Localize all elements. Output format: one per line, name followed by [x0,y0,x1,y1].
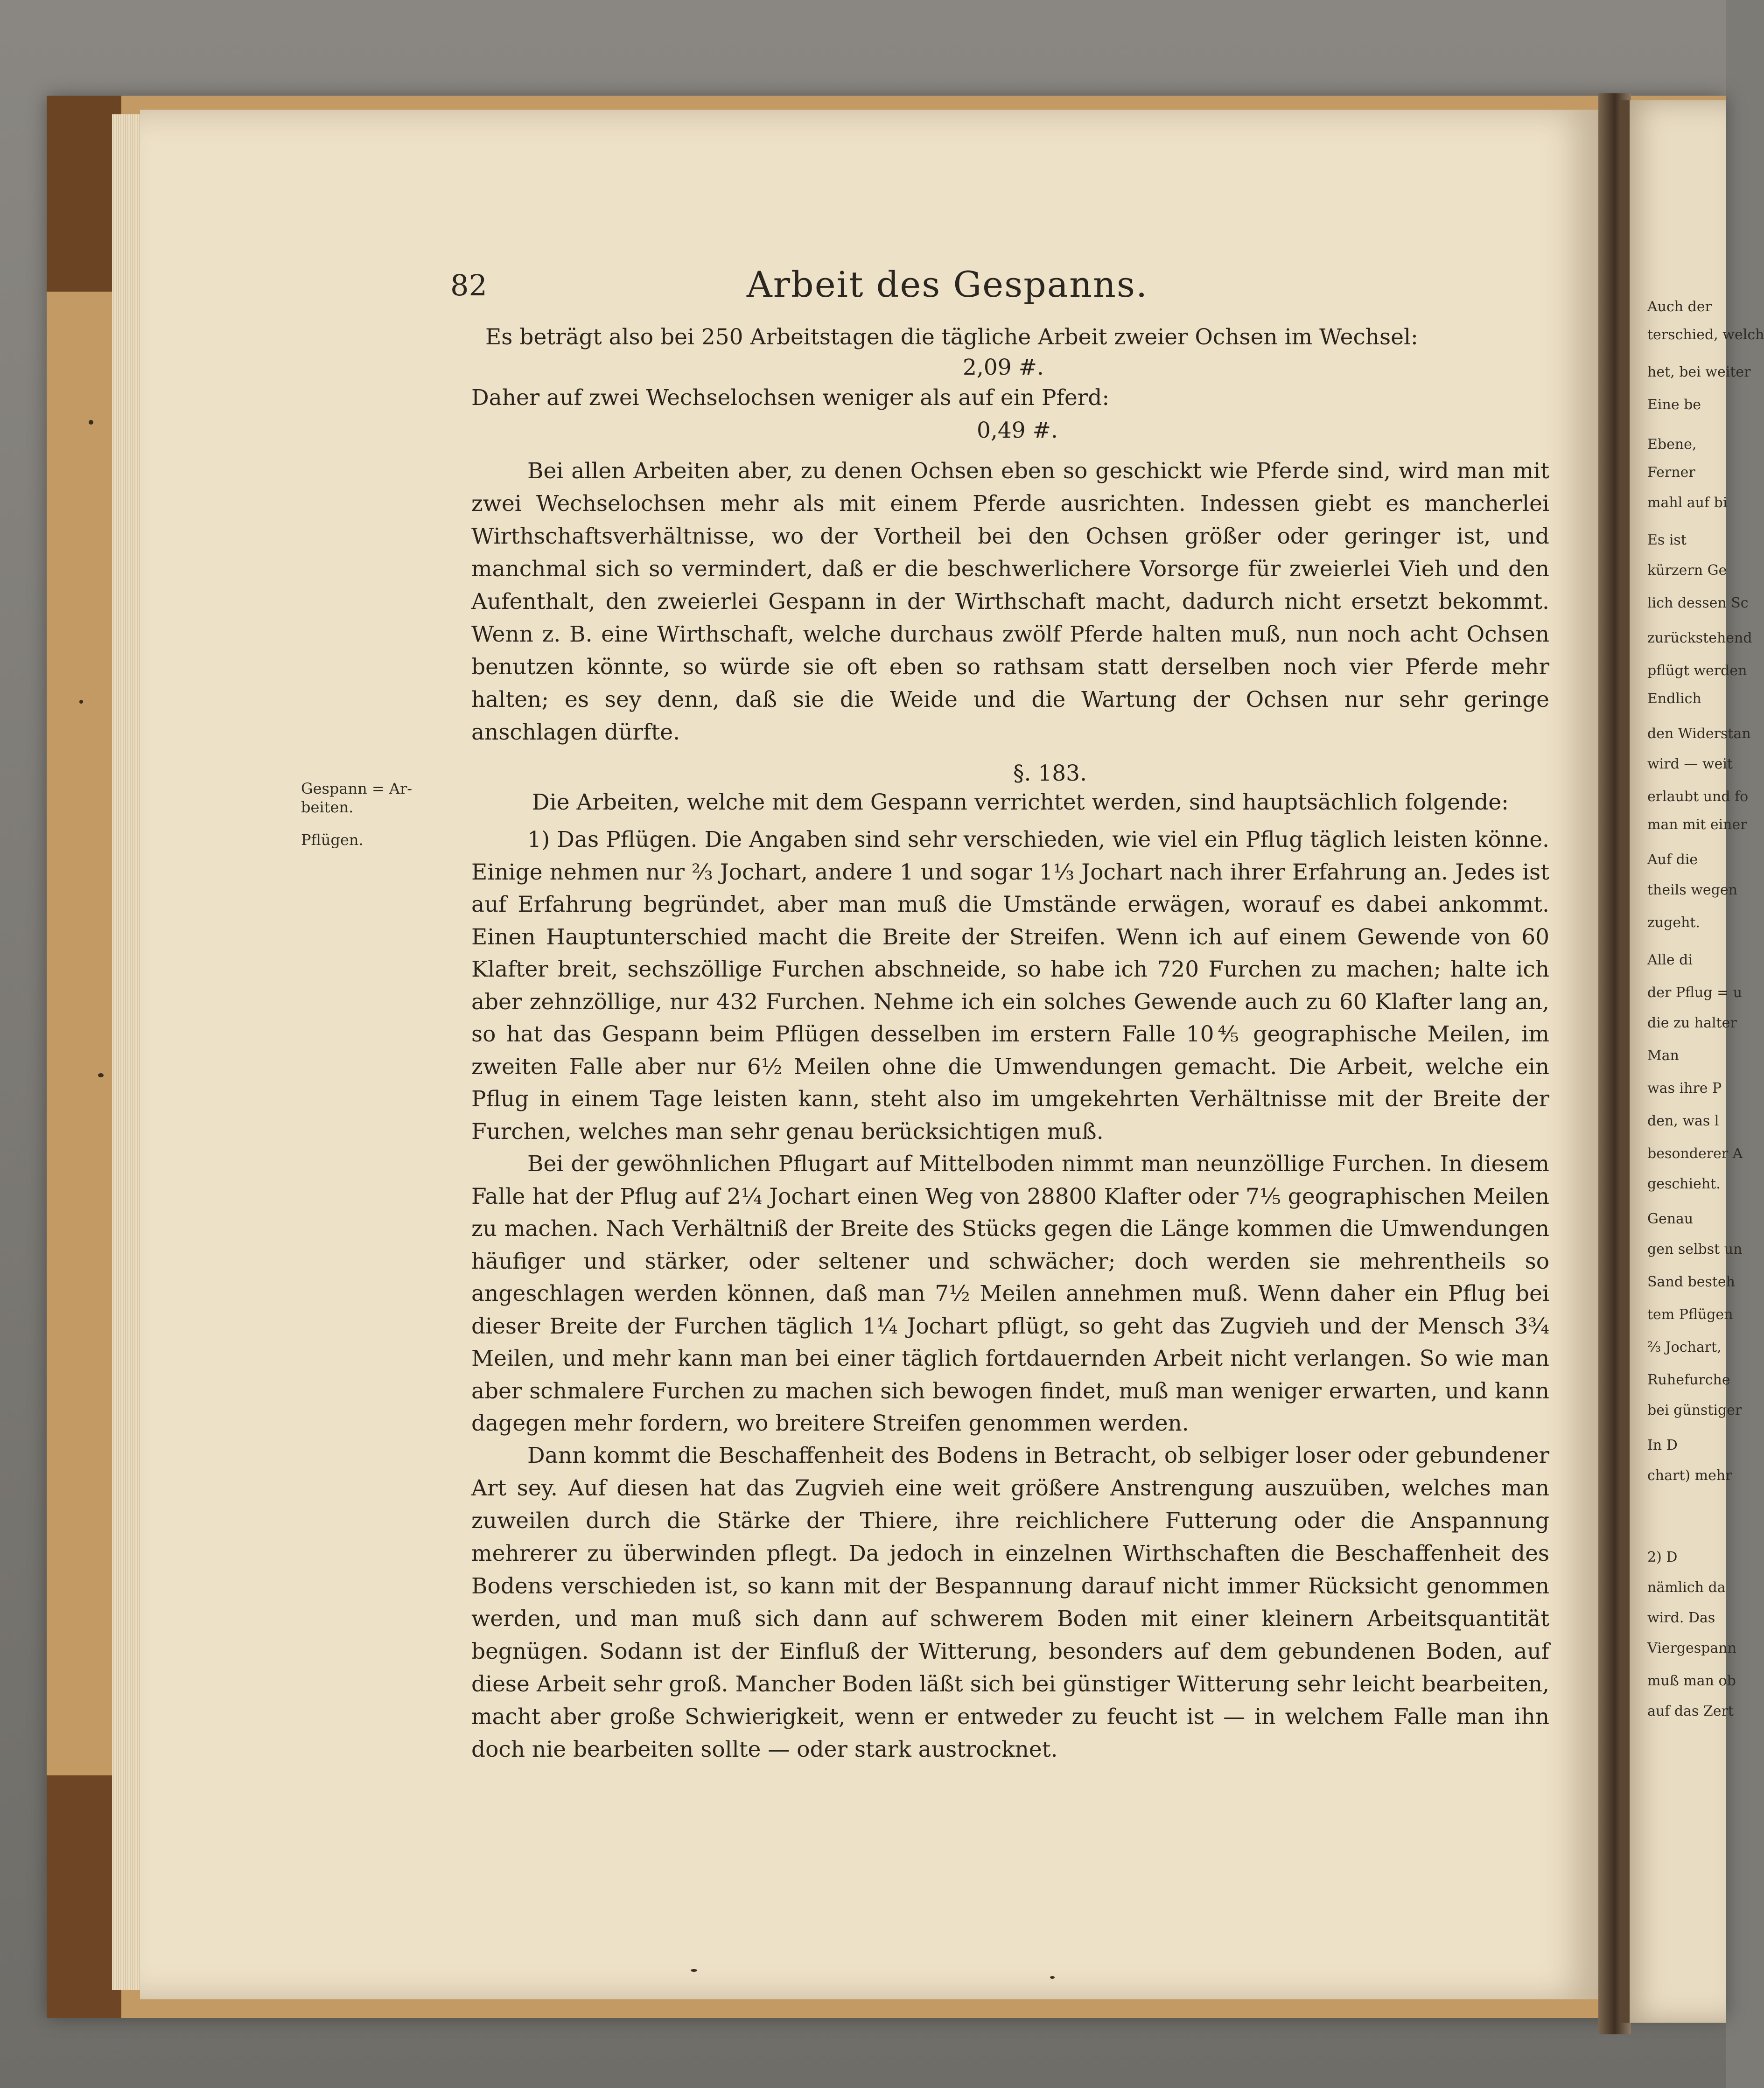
right-fragment: Endlich [1647,691,1701,707]
right-fragment: zurückstehend [1647,630,1752,646]
right-fragment: den, was l [1647,1113,1719,1129]
right-fragment: Auf die [1647,852,1698,868]
intro-value-1: 2,09 #. [963,355,1044,380]
right-fragment: Eine be [1647,397,1701,413]
right-fragment: den Widerstan [1647,726,1751,742]
section-paragraph-furrows: Bei der gewöhnlichen Pflugart auf Mittelboden nimmt man neunzöllige Furchen. In diesem Falle hat der Pflug auf 2¼ Jochart einen Weg von 28800 Klafter oder 7⅕ geographischen Meilen zu machen. Nach Verhältniß der Breite des Stücks gegen die Länge kommen die Umwendungen häufiger und stärker, oder seltener und schwächer; doch werden sie mehrentheils so angeschlagen werden können, daß man 7½ Meilen annehmen muß. Wenn daher ein Pflug bei dieser Breite der Furchen täglich 1¼ Jochart pflügt, so geht das Zugvieh und der Mensch 3¾ Meilen, und mehr kann man bei einer täglich fortdauernden Arbeit nicht verlangen. So wie man aber schmalere Furchen zu machen sich bewogen findet, muß man weniger erwarten, und kann dagegen mehr fordern, wo breitere Streifen genommen werden. [471,1151,1549,1436]
paper-speck [1050,1976,1055,1979]
right-fragment: wird — weit [1647,756,1733,772]
right-fragment: Sand besteh [1647,1274,1735,1290]
right-fragment: terschied, welch [1647,327,1764,343]
right-fragment: was ihre P [1647,1080,1722,1096]
right-fragment: kürzern Ge [1647,562,1727,579]
right-fragment: Ebene, [1647,436,1697,453]
right-fragment: Ruhefurche [1647,1372,1730,1388]
right-fragment: Auch der [1647,299,1712,315]
paper-speck [79,700,83,704]
margin-note-3: Pflügen. [301,831,364,849]
intro-line-1: Es beträgt also bei 250 Arbeitstagen die tägliche Arbeit zweier Ochsen im Wechsel: [485,324,1418,350]
paper-speck [691,1969,697,1972]
right-fragment: lich dessen Sc [1647,595,1749,611]
section-heading: §. 183. [1013,761,1087,786]
right-fragment: bei günstiger [1647,1402,1742,1418]
right-fragment: theils wegen [1647,882,1737,898]
right-fragment: zugeht. [1647,915,1700,931]
right-fragment: der Pflug = u [1647,985,1743,1001]
right-fragment: Viergespann [1647,1640,1736,1656]
right-fragment: nämlich da [1647,1579,1726,1596]
intro-value-2: 0,49 #. [977,418,1058,443]
right-fragment: auf das Zert [1647,1703,1734,1719]
right-fragment: Genau [1647,1211,1694,1227]
right-fragment: In D [1647,1437,1678,1453]
right-fragment: 2) D [1647,1549,1678,1565]
margin-note-1: Gespann = Ar- [301,780,413,797]
right-fragment: geschieht. [1647,1176,1721,1192]
right-fragment: die zu halter [1647,1015,1737,1031]
right-fragment: gen selbst un [1647,1241,1743,1257]
section-paragraph-soil: Dann kommt die Beschaffenheit des Bodens in Betracht, ob selbiger loser oder gebundener Art sey. Auf diesen hat das Zugvieh eine weit größere Anstrengung auszuüben, welches man zuweilen durch die Stärke der Thiere, ihre reichlichere Futterung oder die Anspannung mehrerer zu überwinden pflegt. Da jedoch in einzelnen Wirthschaften die Beschaffenheit des Bodens verschieden ist, so kann mit der Bespannung darauf nicht immer Rücksicht genommen werden, und man muß sich dann auf schwerem Boden mit einer kleinern Arbeitsquantität begnügen. Sodann ist der Einfluß der Witterung, besonders auf dem gebundenen Boden, auf diese Arbeit sehr groß. Mancher Boden läßt sich bei günstiger Witterung sehr leicht bearbeiten, macht aber große Schwierigkeit, wenn er entweder zu feucht ist — in welchem Falle man ihn doch nie bearbeiten sollte — oder stark austrocknet. [471,1443,1549,1762]
right-fragment: erlaubt und fo [1647,789,1749,805]
right-page-edge [1619,100,1630,2023]
cover-leather-corner-top [47,96,121,292]
right-fragment: Ferner [1647,464,1695,481]
right-fragment: mahl auf bi [1647,495,1728,511]
intro-paragraph: Bei allen Arbeiten aber, zu denen Ochsen eben so geschickt wie Pferde sind, wird man mit zwei Wechselochsen mehr als mit einem Pferde ausrichten. Indessen giebt es mancherlei Wirthschaftsverhältnisse, wo der Vortheil bei den Ochsen größer oder geringer ist, und manchmal sich so vermindert, daß er die beschwerlichere Vorsorge für zweierlei Vieh und den Aufenthalt, den zweierlei Gespann in der Wirthschaft macht, dadurch nicht ersetzt bekommt. Wenn z. B. eine Wirthschaft, welche durchaus zwölf Pferde halten muß, nun noch acht Ochsen benutzen könnte, so würde sie oft eben so rathsam statt derselben noch vier Pferde mehr halten; es sey denn, daß sie die Weide und die Wartung der Ochsen nur sehr geringe anschlagen dürfte. [471,458,1549,745]
right-fragment: pflügt werden [1647,663,1747,679]
paper-speck [89,420,93,425]
section-paragraph-ploughing: 1) Das Pflügen. Die Angaben sind sehr verschieden, wie viel ein Pflug täglich leisten könne. Einige nehmen nur ⅔ Jochart, andere 1 und sogar 1⅓ Jochart nach ihrer Erfahrung an. Jedes ist auf Erfahrung begründet, aber man muß die Umstände erwägen, worauf es dabei ankommt. Einen Hauptunterschied macht die Breite der Streifen. Wenn ich auf einem Gewende von 60 Klafter breit, sechszöllige Furchen abschneide, so habe ich 720 Furchen zu machen; halte ich aber zehnzöllige, nur 432 Furchen. Nehme ich ein solches Gewende auch zu 60 Klafter lang an, so hat das Gespann beim Pflügen desselben im erstern Falle 10⅘ geographische Meilen, im zweiten Falle aber nur 6½ Meilen ohne die Umwendungen gemacht. Die Arbeit, welche ein Pflug in einem Tage leisten kann, steht also im umgekehrten Verhältnisse mit der Breite der Furchen, welches man sehr genau berücksichtigen muß. [471,827,1549,1145]
right-fragment: muß man ob [1647,1673,1736,1689]
right-fragment: ⅔ Jochart, [1647,1339,1722,1355]
right-fragment: chart) mehr [1647,1467,1732,1484]
page-number: 82 [450,268,487,302]
right-fragment: Alle di [1647,952,1693,968]
right-fragment: tem Pflügen [1647,1306,1733,1323]
cover-leather-corner-bottom [47,1775,121,2018]
running-title: Arbeit des Gespanns. [746,264,1148,305]
section-lead: Die Arbeiten, welche mit dem Gespann verrichtet werden, sind hauptsächlich folgende: [532,789,1509,815]
right-fragment: besonderer A [1647,1145,1743,1162]
right-fragment: Man [1647,1047,1679,1064]
margin-note-2: beiten. [301,798,354,816]
right-fragment: het, bei weiter [1647,364,1751,380]
right-fragment: wird. Das [1647,1610,1715,1626]
intro-line-2: Daher auf zwei Wechselochsen weniger als auf ein Pferd: [471,385,1110,411]
paper-speck [98,1073,104,1077]
right-fragment: Es ist [1647,532,1687,548]
right-fragment: man mit einer [1647,817,1747,833]
